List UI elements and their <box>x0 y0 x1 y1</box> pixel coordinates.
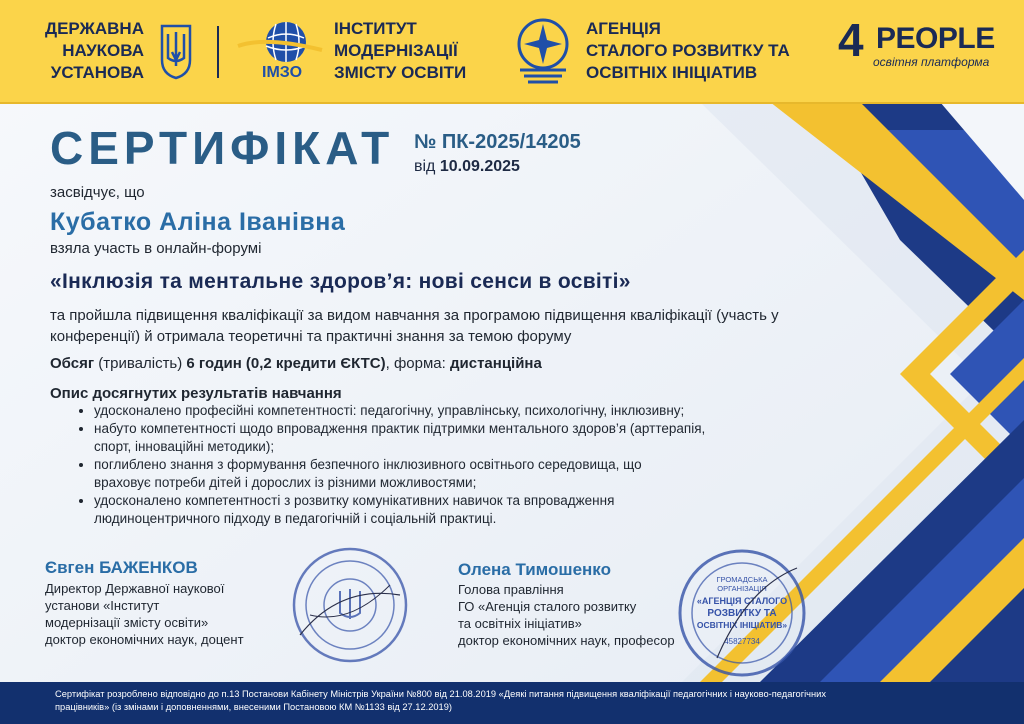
org2-line: ІНСТИТУТ <box>334 19 417 38</box>
agency-stamp <box>677 548 807 678</box>
volume-value: 6 годин (0,2 кредити ЄКТС) <box>186 355 386 372</box>
stamp-line3: «АГЕНЦІЯ СТАЛОГО <box>696 596 788 606</box>
institute-stamp <box>290 545 410 665</box>
org3-line: АГЕНЦІЯ <box>586 19 661 38</box>
form-value: дистанційна <box>449 355 542 372</box>
footer-legal-text: Сертифікат розроблено відповідно до п.13 Постанови Кабінету Міністрів України №800 від 21.08.2019 «Деякі питання підвищення кваліфікації педагогічних і науково-педагогічних працівників» (із змінами і доповненнями, внесеними Постановою КМ №1133 від 27.12.2019) <box>55 689 827 712</box>
agency-star-logo <box>510 10 576 90</box>
achievements-title: Опис досягнутих результатів навчання <box>50 385 342 402</box>
achievement-item: • набуто компетентності щодо впровадження практик підтримки ментального здоров’я (арттерапія, спорт, інноваційні методики); <box>94 420 734 456</box>
platform-logo-word: PEOPLE <box>876 22 995 55</box>
achievement-item: • удосконалено компетентності з розвитку комунікативних навичок та впровадження людиноцентричного підходу в педагогічній і соціальній практиці. <box>94 492 714 528</box>
achievement-item: • поглиблено знання з формування безпечного інклюзивного освітнього середовища, що враховує потреби дітей і дорослих із різними можливостями; <box>94 456 694 492</box>
platform-logo-subtitle: освітня платформа <box>873 55 990 69</box>
achievement-item: • удосконалено професійні компетентності: педагогічну, управлінську, психологічну, інклюзивну; <box>94 402 854 420</box>
imzo-abbreviation: ІМЗО <box>262 64 303 81</box>
coat-of-arms-icon <box>156 22 196 80</box>
achievements-list <box>50 402 854 528</box>
volume-label: Обсяг <box>50 355 95 372</box>
participation-text: взяла участь в онлайн-форумі <box>50 240 262 257</box>
signatory2-name: Олена Тимошенко <box>458 560 611 579</box>
certifies-text: засвідчує, що <box>50 184 145 201</box>
org2-name <box>334 18 494 84</box>
org3-name <box>586 18 826 84</box>
certificate-date <box>414 158 520 176</box>
header-band <box>0 0 1024 104</box>
recipient-name: Кубатко Аліна Іванівна <box>50 208 346 236</box>
date-prefix: від <box>414 158 436 175</box>
date-value: 10.09.2025 <box>439 158 520 175</box>
signatory2-position: Голова правління ГО «Агенція сталого розвитку та освітніх ініціатив» доктор економічних наук, професор <box>458 582 675 648</box>
org3-line: ОСВІТНІХ ІНІЦІАТИВ <box>586 63 758 82</box>
qualification-paragraph: та пройшла підвищення кваліфікації за видом навчання за програмою підвищення кваліфікації (участь у конференції) й отримала теоретичні та практичні знання за темою форуму <box>50 307 779 345</box>
forum-title: «Інклюзія та ментальне здоров’я: нові сенси в освіті» <box>50 270 631 293</box>
stamp-line2: ОРГАНІЗАЦІЯ <box>717 584 767 593</box>
stamp-line1: ГРОМАДСЬКА <box>716 575 768 584</box>
org3-line: СТАЛОГО РОЗВИТКУ ТА <box>586 41 790 60</box>
stamp-line5: ОСВІТНІХ ІНІЦІАТИВ» <box>696 620 788 630</box>
org1-line: НАУКОВА <box>62 41 144 60</box>
org1-line: УСТАНОВА <box>50 63 144 82</box>
org1-line: ДЕРЖАВНА <box>44 19 144 38</box>
signatory1-name: Євген БАЖЕНКОВ <box>45 558 198 577</box>
org2-line: МОДЕРНІЗАЦІЇ <box>334 41 458 60</box>
header-divider <box>217 26 219 78</box>
certificate-number: № ПК-2025/14205 <box>414 131 581 153</box>
stamp-line4: РОЗВИТКУ ТА <box>707 608 777 619</box>
stamp-code: 45827734 <box>724 637 760 646</box>
platform-logo-number: 4 <box>838 14 864 66</box>
form-label: , форма: <box>385 355 446 372</box>
certificate-title: СЕРТИФІКАТ <box>50 122 395 174</box>
volume-line <box>50 355 542 372</box>
org1-name <box>40 18 144 84</box>
org2-line: ЗМІСТУ ОСВІТИ <box>334 63 467 82</box>
signatory1-position: Директор Державної наукової установи «Інститут модернізації змісту освіти» доктор економічних наук, доцент <box>45 581 244 647</box>
volume-paren: (тривалість) <box>98 355 183 372</box>
